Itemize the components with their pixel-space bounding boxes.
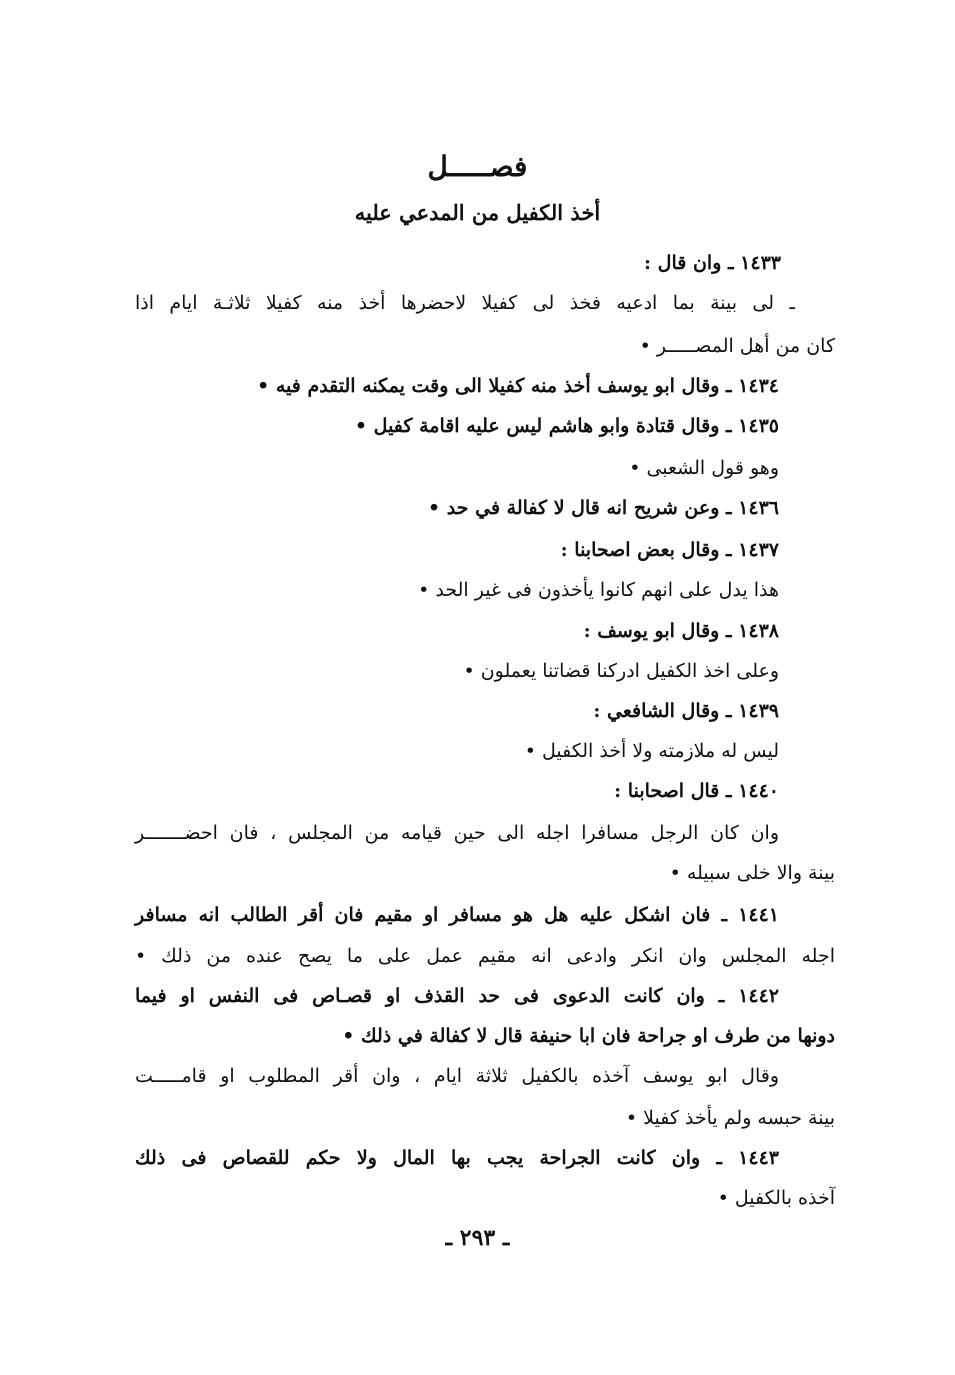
paragraph-1441-line-1: ١٤٤١ ـ فان اشكل عليه هل هو مسافر او مقيم فان أقر الطالب انه مسافر bbox=[135, 904, 779, 926]
paragraph-1442-line-2: دونها من طرف او جراحة فان ابا حنيفة قال لا كفالة في ذلك • bbox=[342, 1025, 835, 1047]
paragraph-1440-line-2: بينة والا خلى سبيله • bbox=[669, 862, 835, 884]
paragraph-1439-text: ليس له ملازمته ولا أخذ الكفيل • bbox=[524, 740, 779, 762]
paragraph-1438-header: ١٤٣٨ ـ وقال ابو يوسف : bbox=[583, 620, 779, 642]
paragraph-1442-line-1: ١٤٤٢ ـ وان كانت الدعوى فى حد القذف او قصـاص فى النفس او فيما bbox=[135, 985, 779, 1007]
paragraph-1433-header: ١٤٣٣ ـ وان قال : bbox=[644, 252, 781, 274]
paragraph-1443-line-2: آخذه بالكفيل • bbox=[717, 1187, 835, 1209]
paragraph-1440-header: ١٤٤٠ ـ قال اصحابنا : bbox=[614, 780, 779, 802]
paragraph-1433-line-2: كان من أهل المصـــــر • bbox=[639, 335, 835, 357]
paragraph-1439-header: ١٤٣٩ ـ وقال الشافعي : bbox=[593, 700, 779, 722]
paragraph-1442-line-4: بينة حبسه ولم يأخذ كفيلا • bbox=[625, 1107, 835, 1129]
section-title: أخذ الكفيل من المدعي عليه bbox=[354, 200, 601, 225]
paragraph-1437-text: هذا يدل على انهم كانوا يأخذون فى غير الحد • bbox=[418, 579, 779, 601]
paragraph-1441-line-2: اجله المجلس وان انكر وادعى انه مقيم عمل على ما يصح عنده من ذلك • bbox=[135, 945, 835, 967]
paragraph-1433-line-1: ـ لى بينة بما ادعيه فخذ لى كفيلا لاحضرها أخذ منه كفيلا ثلاثـة ايام اذا bbox=[135, 292, 795, 314]
paragraph-1442-line-3: وقال ابو يوسف آخذه بالكفيل ثلاثة ايام ، وان أقر المطلوب او قامـــــت bbox=[135, 1065, 779, 1087]
paragraph-1440-line-1: وان كان الرجل مسافرا اجله الى حين قيامه من المجلس ، فان احضـــــــر bbox=[135, 822, 779, 844]
paragraph-1436: ١٤٣٦ ـ وعن شريح انه قال لا كفالة في حد • bbox=[428, 497, 779, 519]
paragraph-1438-text: وعلى اخذ الكفيل ادركنا قضاتنا يعملون • bbox=[463, 660, 779, 682]
page-number: ـ ٢٩٣ ـ bbox=[445, 1225, 510, 1251]
paragraph-1435: ١٤٣٥ ـ وقال قتادة وابو هاشم ليس عليه اقامة كفيل • bbox=[354, 415, 779, 437]
paragraph-1435-note: وهو قول الشعبى • bbox=[629, 457, 779, 479]
paragraph-1437-header: ١٤٣٧ ـ وقال بعض اصحابنا : bbox=[560, 539, 779, 561]
paragraph-1443-line-1: ١٤٤٣ ـ وان كانت الجراحة يجب بها المال ولا حكم للقصاص فى ذلك bbox=[135, 1147, 779, 1169]
section-heading: فصـــــل bbox=[427, 150, 528, 183]
paragraph-1434: ١٤٣٤ ـ وقال ابو يوسف أخذ منه كفيلا الى وقت يمكنه التقدم فيه • bbox=[257, 375, 779, 397]
